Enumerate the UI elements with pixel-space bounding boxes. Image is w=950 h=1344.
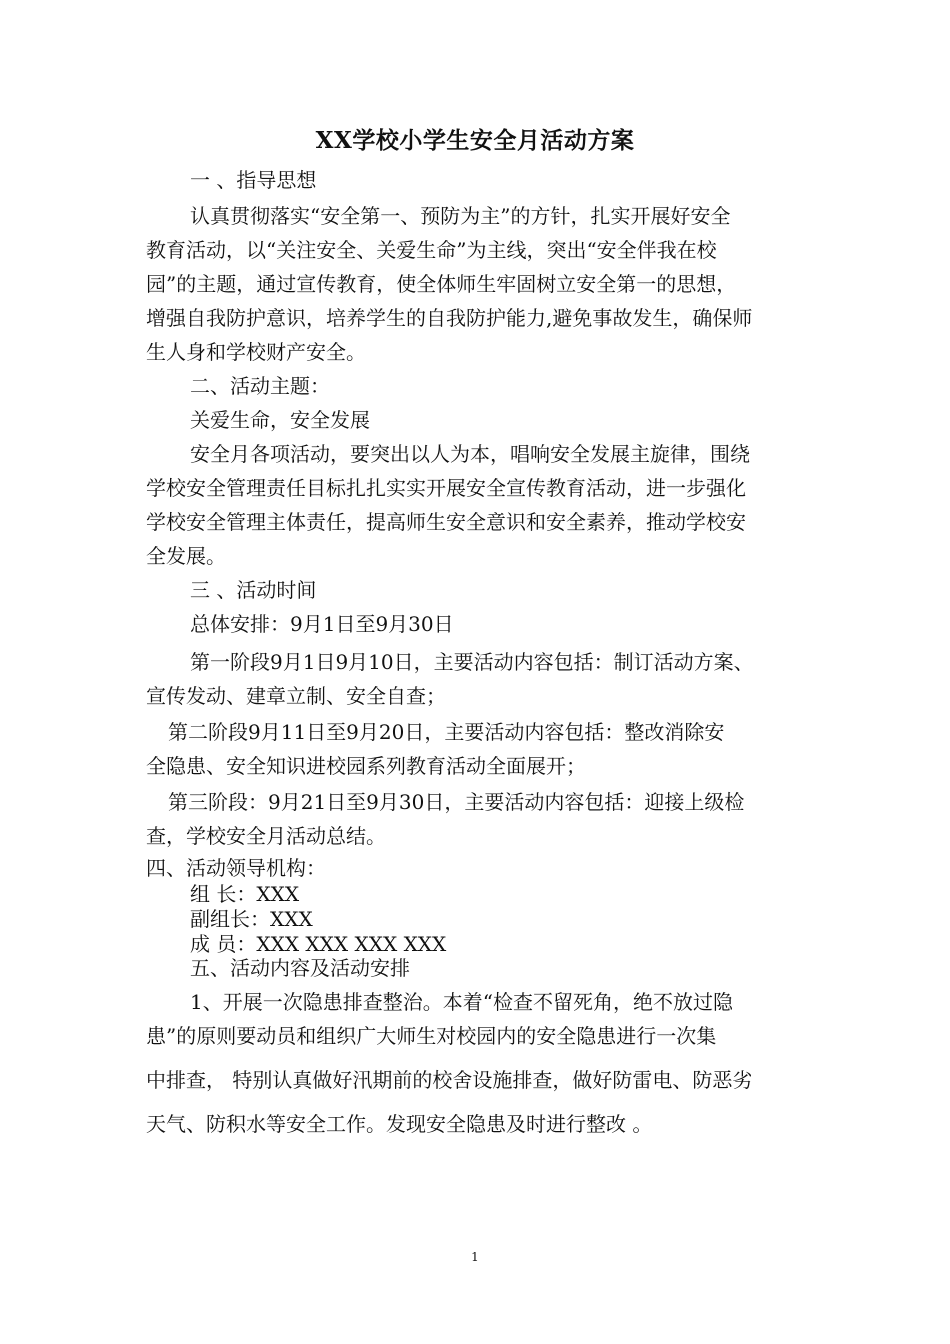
section-heading-activity-time: 三 、活动时间: [190, 578, 317, 602]
paragraph-line: 园”的主题，通过宣传教育，使全体师生牢固树立安全第一的思想，: [146, 272, 737, 296]
page-number: 1: [471, 1250, 479, 1264]
deputy-leader-row: 副组长：XXX: [190, 907, 313, 931]
paragraph-line: 患”的原则要动员和组织广大师生对校园内的安全隐患进行一次集: [146, 1024, 717, 1048]
paragraph-line: 认真贯彻落实“安全第一、预防为主”的方针，扎实开展好安全: [190, 204, 731, 228]
paragraph-line: 安全月各项活动，要突出以人为本，唱响安全发展主旋律，围绕: [190, 442, 750, 466]
schedule-phase-3-cont: 查，学校安全月活动总结。: [146, 824, 386, 848]
schedule-phase-2-cont: 全隐患、安全知识进校园系列教育活动全面展开；: [146, 754, 586, 778]
theme-text: 关爱生命，安全发展: [190, 408, 370, 432]
schedule-phase-2: 第二阶段9月11日至9月20日，主要活动内容包括：整改消除安: [168, 720, 725, 744]
section-heading-guiding-ideology: 一 、指导思想: [190, 168, 317, 192]
members-row: 成 员：XXX XXX XXX XXX: [190, 932, 447, 956]
paragraph-line: 学校安全管理责任目标扎扎实实开展安全宣传教育活动，进一步强化: [146, 476, 746, 500]
paragraph-line: 1、开展一次隐患排查整治。本着“检查不留死角，绝不放过隐: [190, 990, 733, 1014]
paragraph-line: 增强自我防护意识，培养学生的自我防护能力,避免事故发生，确保师: [146, 306, 753, 330]
section-heading-activity-theme: 二、活动主题：: [190, 374, 330, 398]
schedule-overall: 总体安排：9月1日至9月30日: [190, 612, 454, 636]
schedule-phase-3: 第三阶段：9月21日至9月30日，主要活动内容包括：迎接上级检: [168, 790, 745, 814]
section-heading-leadership: 四、活动领导机构：: [146, 856, 326, 880]
paragraph-line: 教育活动，以“关注安全、关爱生命”为主线，突出“安全伴我在校: [146, 238, 717, 262]
schedule-phase-1: 第一阶段9月1日9月10日，主要活动内容包括：制订活动方案、: [190, 650, 754, 674]
paragraph-line: 天气、防积水等安全工作。发现安全隐患及时进行整改 。: [146, 1112, 653, 1136]
schedule-phase-1-cont: 宣传发动、建章立制、安全自查；: [146, 684, 446, 708]
leader-row: 组 长：XXX: [190, 882, 300, 906]
paragraph-line: 中排查， 特别认真做好汛期前的校舍设施排查，做好防雷电、防恶劣: [146, 1068, 753, 1092]
paragraph-line: 生人身和学校财产安全。: [146, 340, 366, 364]
paragraph-line: 全发展。: [146, 544, 226, 568]
paragraph-line: 学校安全管理主体责任，提高师生安全意识和安全素养，推动学校安: [146, 510, 746, 534]
section-heading-activity-content: 五、活动内容及活动安排: [190, 956, 410, 980]
document-title: XX学校小学生安全月活动方案: [315, 127, 635, 154]
